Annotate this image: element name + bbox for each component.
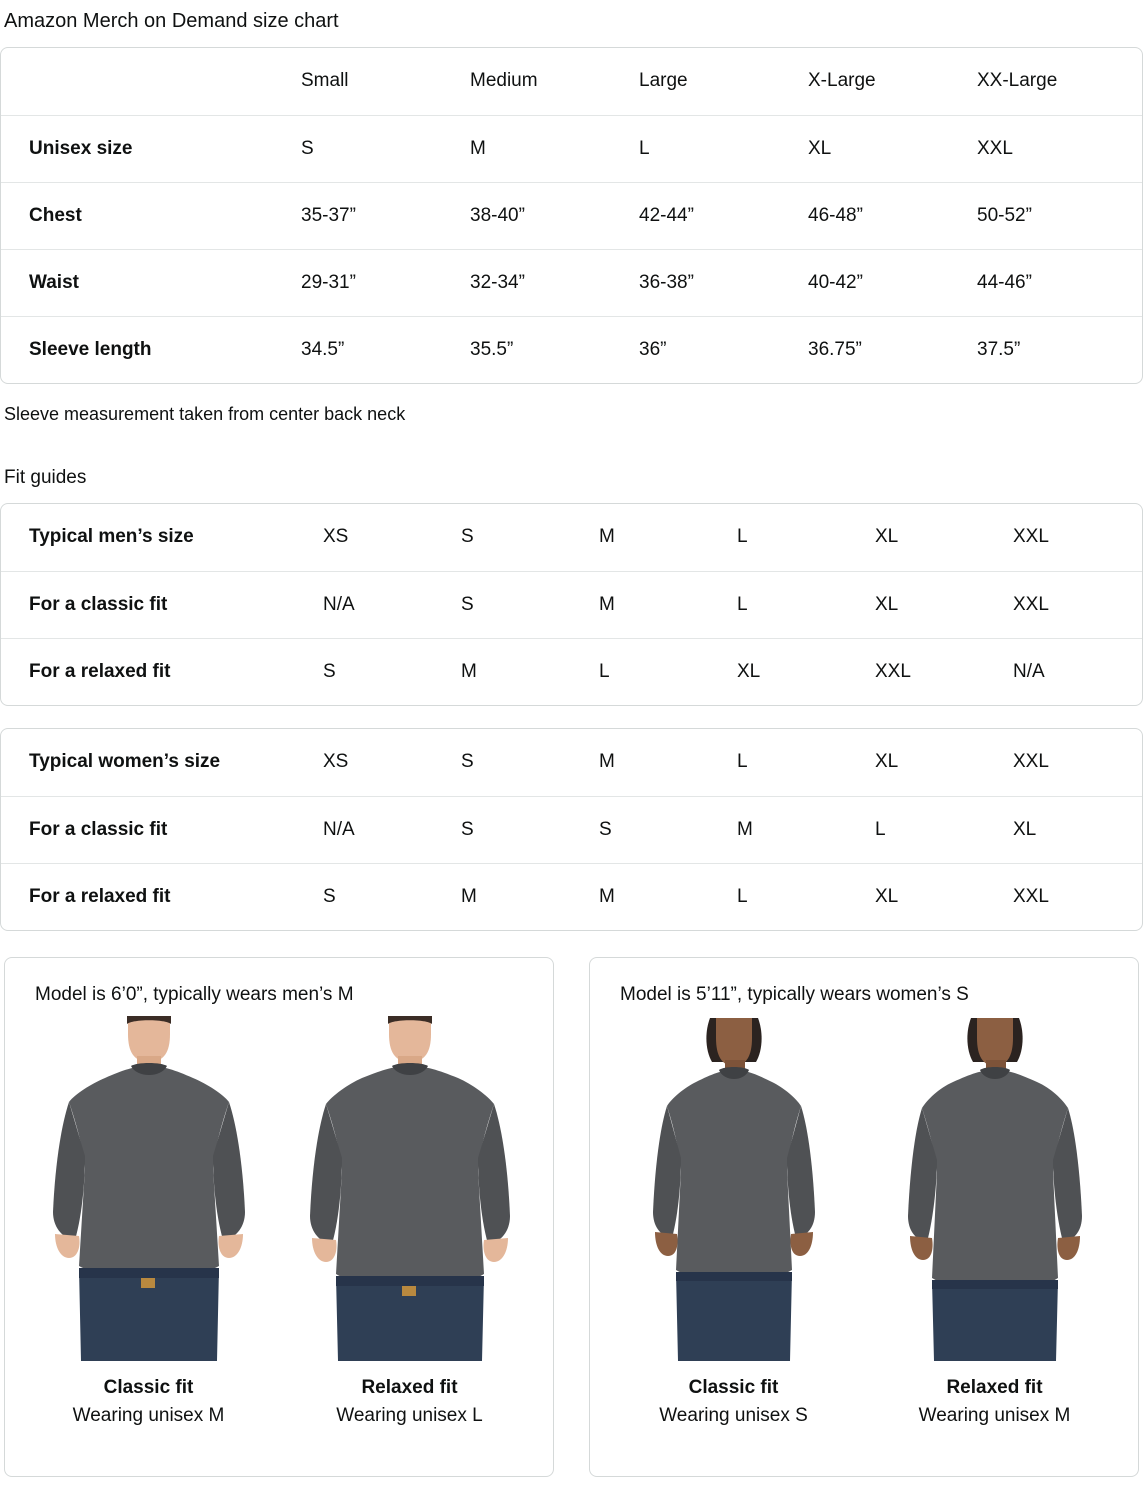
cell-womens-typical-6: XXL: [1013, 751, 1049, 773]
row-label-unisex-size: Unisex size: [29, 137, 133, 159]
cell-womens-typical-5: XL: [875, 751, 899, 773]
cell-womens-typical-2: S: [461, 751, 474, 773]
cell-unisex-small: S: [301, 137, 314, 159]
model-cards: [0, 931, 1143, 1493]
cell-sleeve-xlarge: 36.75”: [808, 338, 862, 360]
cell-sleeve-small: 34.5”: [301, 338, 345, 360]
cell-waist-xxlarge: 44-46”: [977, 271, 1032, 293]
size-chart-card: [0, 47, 1143, 384]
cell-waist-small: 29-31”: [301, 271, 356, 293]
womens-classic-fit-label: Classic fit: [688, 1377, 779, 1398]
womens-fit-guide-card: [0, 728, 1143, 931]
mens-relaxed-fit-model: [284, 1016, 535, 1427]
cell-mens-classic-3: M: [599, 593, 615, 615]
row-label-mens-classic-fit: For a classic fit: [29, 593, 168, 615]
womens-model-caption: Model is 5’11”, typically wears women’s S: [620, 984, 969, 1005]
mens-fit-table: [1, 504, 1143, 705]
row-label-waist: Waist: [29, 271, 79, 293]
mens-model-caption: Model is 6’0”, typically wears men’s M: [35, 984, 354, 1005]
female-model-illustration: [616, 1016, 852, 1361]
cell-mens-relaxed-3: L: [599, 660, 610, 682]
mens-classic-fit-wearing: Wearing unisex M: [72, 1405, 225, 1426]
cell-chest-large: 42-44”: [639, 204, 694, 226]
cell-mens-relaxed-1: S: [323, 660, 336, 682]
cell-mens-classic-2: S: [461, 593, 474, 615]
column-header-small: Small: [301, 70, 349, 92]
row-label-sleeve-length: Sleeve length: [29, 338, 152, 360]
womens-model-pair: [608, 1016, 1120, 1427]
table-row: [1, 863, 1143, 930]
cell-chest-medium: 38-40”: [470, 204, 525, 226]
cell-waist-large: 36-38”: [639, 271, 694, 293]
cell-chest-xlarge: 46-48”: [808, 204, 863, 226]
table-row: [1, 316, 1143, 383]
cell-mens-typical-4: L: [737, 526, 748, 548]
cell-womens-typical-1: XS: [323, 751, 349, 773]
table-row: [1, 638, 1143, 705]
column-header-xxlarge: XX-Large: [977, 70, 1058, 92]
column-header-medium: Medium: [470, 70, 538, 92]
male-model-illustration: [292, 1016, 528, 1361]
womens-classic-fit-wearing: Wearing unisex S: [659, 1405, 808, 1426]
column-header-blank: [1, 48, 301, 115]
cell-womens-relaxed-2: M: [461, 885, 477, 907]
row-label-mens-relaxed-fit: For a relaxed fit: [29, 660, 171, 682]
cell-womens-relaxed-4: L: [737, 885, 748, 907]
cell-mens-classic-6: XXL: [1013, 593, 1049, 615]
cell-sleeve-medium: 35.5”: [470, 338, 514, 360]
row-label-chest: Chest: [29, 204, 82, 226]
womens-classic-fit-figure: [616, 1016, 852, 1361]
womens-classic-fit-model: [608, 1016, 859, 1427]
cell-mens-classic-1: N/A: [323, 593, 355, 615]
womens-relaxed-fit-label: Relaxed fit: [946, 1377, 1043, 1398]
cell-unisex-xxlarge: XXL: [977, 137, 1013, 159]
table-row: [1, 571, 1143, 638]
cell-sleeve-xxlarge: 37.5”: [977, 338, 1021, 360]
womens-relaxed-fit-figure: [877, 1016, 1113, 1361]
cell-unisex-large: L: [639, 137, 650, 159]
cell-mens-classic-4: L: [737, 593, 748, 615]
womens-model-card: [589, 957, 1139, 1477]
cell-womens-relaxed-5: XL: [875, 885, 899, 907]
table-row: [1, 504, 1143, 571]
cell-chest-small: 35-37”: [301, 204, 356, 226]
female-model-illustration: [877, 1016, 1113, 1361]
womens-fit-table: [1, 729, 1143, 930]
cell-mens-relaxed-6: N/A: [1013, 660, 1045, 682]
cell-mens-typical-2: S: [461, 526, 474, 548]
row-label-typical-mens-size: Typical men’s size: [29, 526, 194, 548]
cell-womens-typical-4: L: [737, 751, 748, 773]
mens-model-card: [4, 957, 554, 1477]
cell-waist-medium: 32-34”: [470, 271, 525, 293]
table-row: [1, 115, 1143, 182]
cell-womens-relaxed-6: XXL: [1013, 885, 1049, 907]
mens-relaxed-fit-label: Relaxed fit: [361, 1377, 458, 1398]
cell-unisex-xlarge: XL: [808, 137, 832, 159]
page-title: Amazon Merch on Demand size chart: [4, 10, 339, 32]
mens-model-pair: [23, 1016, 535, 1427]
cell-mens-relaxed-5: XXL: [875, 660, 911, 682]
womens-relaxed-fit-wearing: Wearing unisex M: [918, 1405, 1071, 1426]
cell-mens-typical-6: XXL: [1013, 526, 1049, 548]
cell-womens-classic-6: XL: [1013, 818, 1037, 840]
cell-sleeve-large: 36”: [639, 338, 667, 360]
mens-relaxed-fit-wearing: Wearing unisex L: [336, 1405, 483, 1426]
cell-chest-xxlarge: 50-52”: [977, 204, 1032, 226]
mens-relaxed-fit-figure: [292, 1016, 528, 1361]
mens-classic-fit-figure: [31, 1016, 267, 1361]
row-label-womens-relaxed-fit: For a relaxed fit: [29, 885, 171, 907]
table-row: [1, 729, 1143, 796]
cell-mens-typical-1: XS: [323, 526, 349, 548]
size-chart-table: [1, 48, 1143, 383]
column-header-xlarge: X-Large: [808, 70, 876, 92]
cell-mens-relaxed-4: XL: [737, 660, 761, 682]
mens-classic-fit-model: [23, 1016, 274, 1427]
cell-womens-classic-4: M: [737, 818, 753, 840]
mens-fit-guide-card: [0, 503, 1143, 706]
column-header-large: Large: [639, 70, 688, 92]
cell-womens-typical-3: M: [599, 751, 615, 773]
cell-womens-classic-1: N/A: [323, 818, 355, 840]
male-model-illustration: [31, 1016, 267, 1361]
table-row: [1, 249, 1143, 316]
table-spacer: [0, 706, 1143, 728]
table-row: [1, 796, 1143, 863]
womens-relaxed-fit-model: [869, 1016, 1120, 1427]
cell-mens-typical-3: M: [599, 526, 615, 548]
cell-mens-relaxed-2: M: [461, 660, 477, 682]
mens-classic-fit-label: Classic fit: [103, 1377, 194, 1398]
fit-guides-label: Fit guides: [4, 467, 87, 488]
cell-waist-xlarge: 40-42”: [808, 271, 863, 293]
row-label-womens-classic-fit: For a classic fit: [29, 818, 168, 840]
cell-mens-typical-5: XL: [875, 526, 899, 548]
cell-womens-relaxed-1: S: [323, 885, 336, 907]
sleeve-measurement-note: Sleeve measurement taken from center back neck: [4, 404, 406, 424]
table-header-row: [1, 48, 1143, 115]
table-row: [1, 182, 1143, 249]
cell-womens-classic-5: L: [875, 818, 886, 840]
cell-womens-classic-3: S: [599, 818, 612, 840]
cell-womens-relaxed-3: M: [599, 885, 615, 907]
cell-womens-classic-2: S: [461, 818, 474, 840]
row-label-typical-womens-size: Typical women’s size: [29, 751, 221, 773]
cell-unisex-medium: M: [470, 137, 486, 159]
cell-mens-classic-5: XL: [875, 593, 899, 615]
